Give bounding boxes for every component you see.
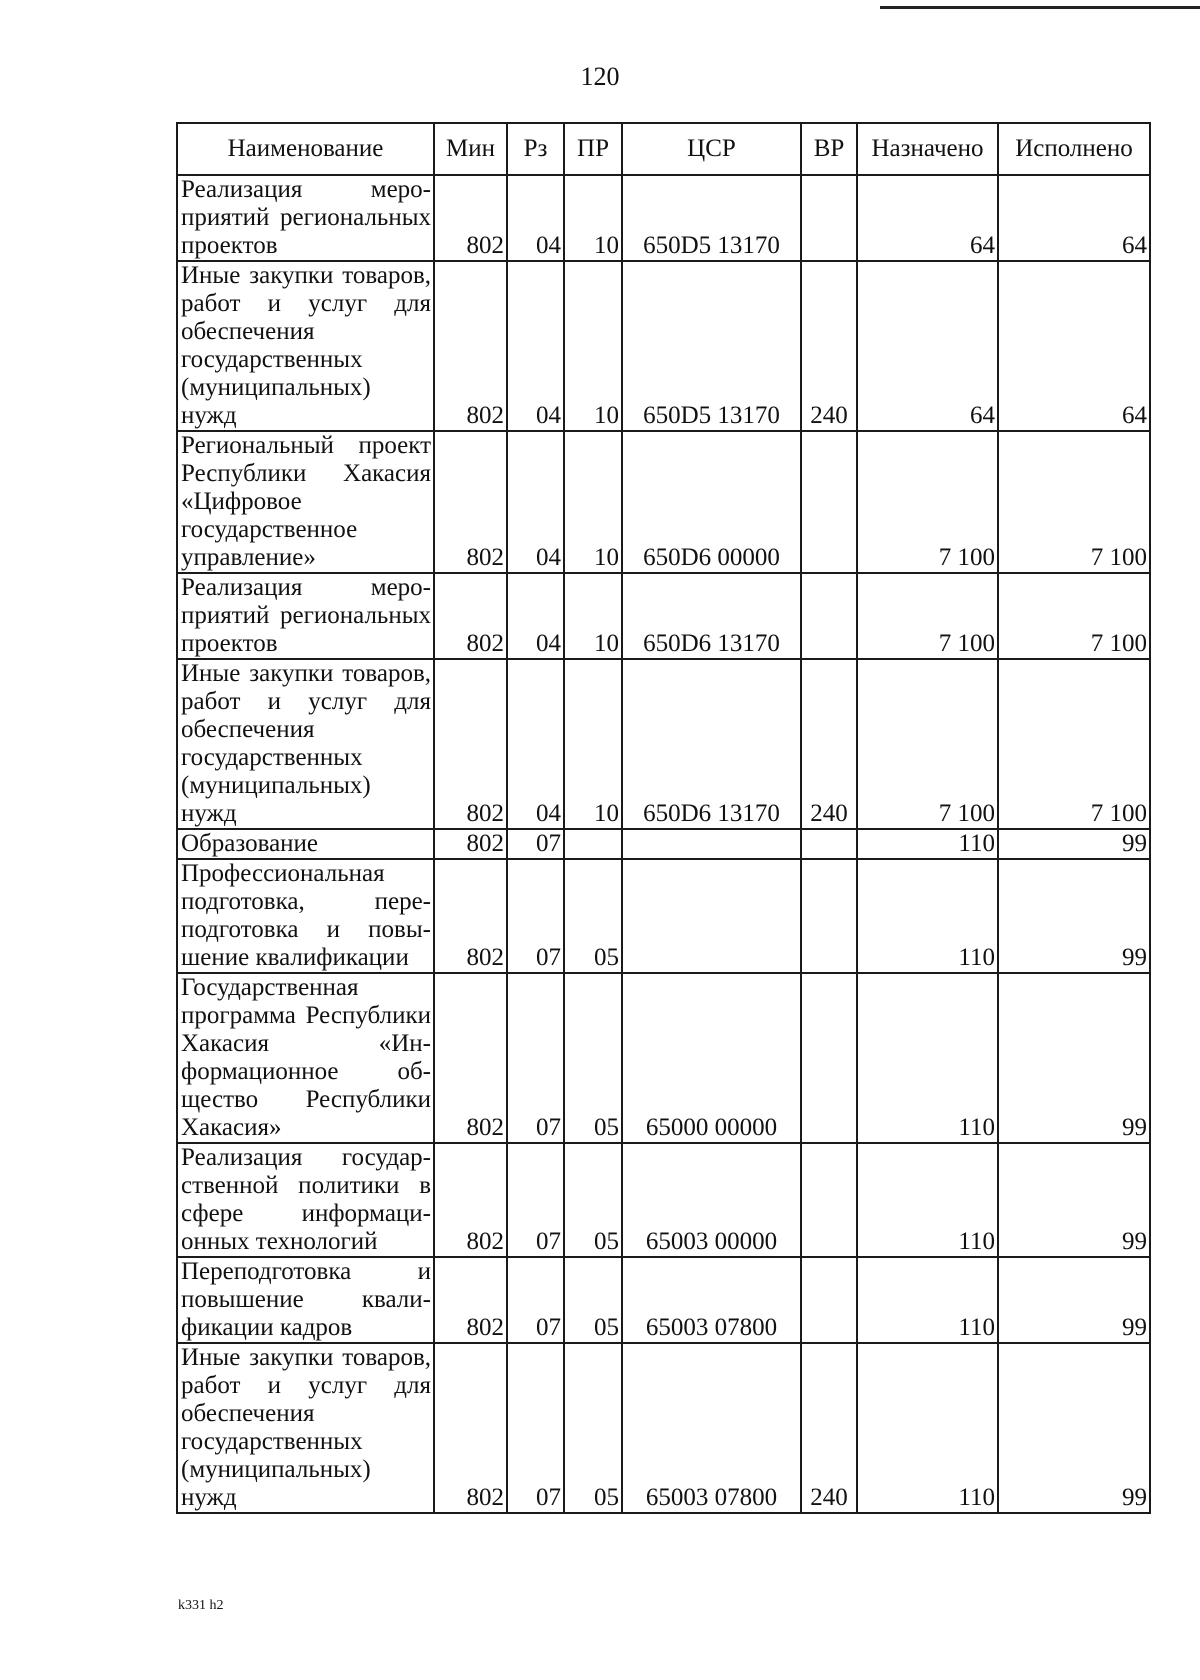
row-rz: 07 [507,859,564,973]
row-rz: 04 [507,573,564,659]
row-vr: 240 [801,659,857,829]
row-csr: 65000 00000 [622,973,801,1143]
row-name: Государственная программа Республики Хакасия «Информационное общество Республики Хакасия» [177,973,434,1143]
header-executed: Исполнено [998,123,1150,175]
row-assigned: 110 [857,973,998,1143]
header-min: Мин [434,123,507,175]
row-vr: 240 [801,1343,857,1513]
row-vr [801,431,857,573]
row-rz: 07 [507,973,564,1143]
table-row [177,175,1150,261]
row-csr [622,829,801,859]
row-pr: 05 [564,1343,622,1513]
row-csr: 650D5 13170 [622,175,801,261]
row-rz: 07 [507,1257,564,1343]
row-executed: 99 [998,1343,1150,1513]
row-pr: 10 [564,573,622,659]
footer-code: k331 h2 [178,1598,224,1613]
table-row [177,1257,1150,1343]
row-executed: 99 [998,1143,1150,1257]
row-pr: 10 [564,659,622,829]
row-pr: 10 [564,431,622,573]
row-vr [801,573,857,659]
row-vr: 240 [801,261,857,431]
row-min: 802 [434,829,507,859]
row-rz: 07 [507,1343,564,1513]
row-csr: 65003 07800 [622,1343,801,1513]
row-assigned: 7 100 [857,573,998,659]
row-rz: 04 [507,659,564,829]
row-pr: 10 [564,175,622,261]
row-pr [564,829,622,859]
row-min: 802 [434,1143,507,1257]
row-executed: 99 [998,1257,1150,1343]
row-csr: 65003 07800 [622,1257,801,1343]
table-row [177,431,1150,573]
row-vr [801,973,857,1143]
row-rz: 07 [507,1143,564,1257]
table-row [177,659,1150,829]
budget-table-container [176,122,1149,1514]
row-pr: 05 [564,1143,622,1257]
row-pr: 05 [564,973,622,1143]
row-executed: 64 [998,261,1150,431]
row-assigned: 7 100 [857,431,998,573]
row-rz: 04 [507,431,564,573]
row-name: Переподготовка и повышение квалификации кадров [177,1257,434,1343]
row-name: Реализация мероприятий региональных проектов [177,573,434,659]
row-name: Иные закупки товаров, работ и услуг для обеспечения государственных (муниципальных) нужд [177,261,434,431]
row-name: Профессиональная подготовка, переподготовка и повышение квалификации [177,859,434,973]
row-pr: 05 [564,1257,622,1343]
row-pr: 10 [564,261,622,431]
row-executed: 99 [998,829,1150,859]
row-min: 802 [434,1343,507,1513]
row-csr: 650D6 13170 [622,659,801,829]
row-pr: 05 [564,859,622,973]
row-min: 802 [434,859,507,973]
row-assigned: 110 [857,1257,998,1343]
top-rule [880,6,1200,9]
row-vr [801,175,857,261]
table-row [177,859,1150,973]
table-row [177,973,1150,1143]
row-executed: 99 [998,973,1150,1143]
row-rz: 04 [507,261,564,431]
row-name: Реализация мероприятий региональных проектов [177,175,434,261]
table-row [177,1343,1150,1513]
row-assigned: 7 100 [857,659,998,829]
row-executed: 7 100 [998,659,1150,829]
row-min: 802 [434,659,507,829]
table-row [177,829,1150,859]
row-min: 802 [434,261,507,431]
row-csr: 650D6 13170 [622,573,801,659]
header-name: Наименование [177,123,434,175]
row-assigned: 110 [857,859,998,973]
row-csr [622,859,801,973]
budget-table [176,122,1151,1514]
table-row [177,1143,1150,1257]
row-vr [801,1143,857,1257]
table-header-row [177,123,1150,175]
row-csr: 65003 00000 [622,1143,801,1257]
row-assigned: 64 [857,261,998,431]
row-min: 802 [434,431,507,573]
row-vr [801,859,857,973]
row-assigned: 110 [857,829,998,859]
row-rz: 07 [507,829,564,859]
header-assigned: Назначено [857,123,998,175]
header-csr: ЦСР [622,123,801,175]
row-executed: 7 100 [998,573,1150,659]
row-vr [801,1257,857,1343]
row-executed: 64 [998,175,1150,261]
row-name: Реализация государственной политики в сфере информационных технологий [177,1143,434,1257]
header-pr: ПР [564,123,622,175]
row-assigned: 110 [857,1343,998,1513]
row-min: 802 [434,175,507,261]
row-executed: 7 100 [998,431,1150,573]
table-row [177,573,1150,659]
row-executed: 99 [998,859,1150,973]
row-min: 802 [434,973,507,1143]
row-name: Образование [177,829,434,859]
row-min: 802 [434,573,507,659]
row-name: Иные закупки товаров, работ и услуг для обеспечения государственных (муниципальных) нужд [177,1343,434,1513]
row-rz: 04 [507,175,564,261]
header-rz: Рз [507,123,564,175]
row-csr: 650D5 13170 [622,261,801,431]
page-number: 120 [580,62,620,91]
row-assigned: 64 [857,175,998,261]
row-name: Иные закупки товаров, работ и услуг для обеспечения государственных (муниципальных) нужд [177,659,434,829]
row-vr [801,829,857,859]
row-min: 802 [434,1257,507,1343]
table-row [177,261,1150,431]
row-name: Региональный проект Республики Хакасия «Цифровое государственное управление» [177,431,434,573]
row-csr: 650D6 00000 [622,431,801,573]
header-vr: ВР [801,123,857,175]
row-assigned: 110 [857,1143,998,1257]
